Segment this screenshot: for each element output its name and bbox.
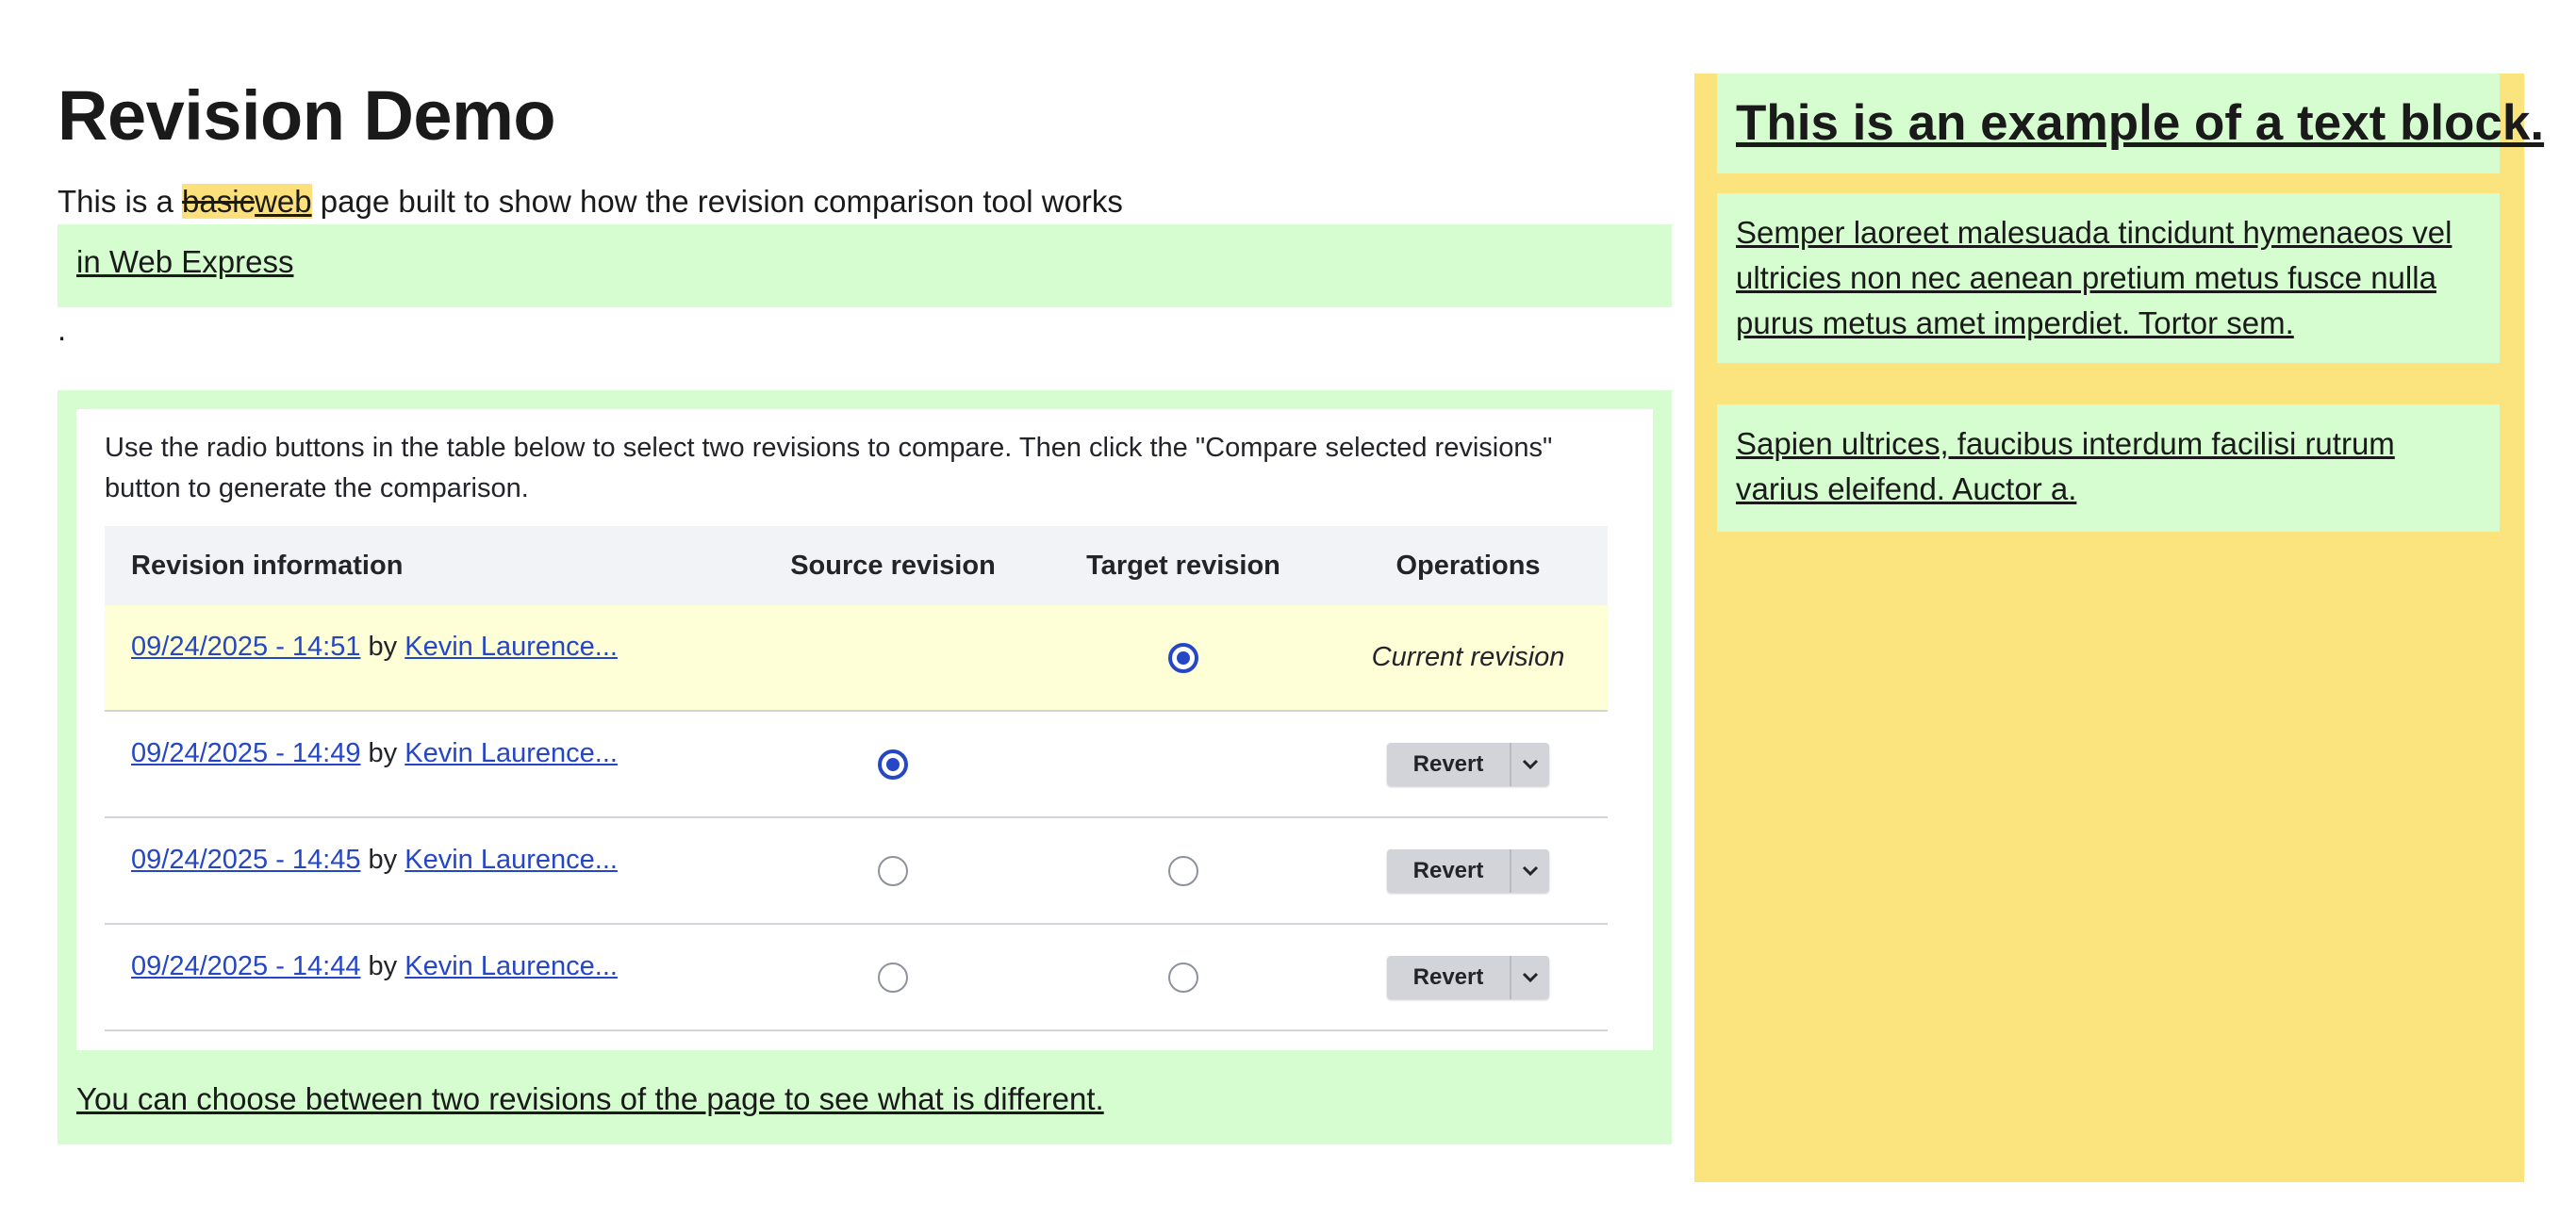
- author-link[interactable]: Kevin Laurence...: [405, 632, 618, 662]
- source-radio[interactable]: [878, 749, 908, 780]
- by-text: by: [360, 845, 405, 875]
- footer-text: You can choose between two revisions of the page to see what is different.: [76, 1081, 1104, 1116]
- revert-dropbutton: [1387, 849, 1549, 893]
- operations-cell: [1329, 818, 1608, 923]
- operations-cell: [1329, 712, 1608, 816]
- by-text: by: [360, 951, 405, 981]
- target-cell: [1038, 925, 1329, 1029]
- revert-dropbutton: [1387, 743, 1549, 786]
- source-cell: [748, 605, 1038, 710]
- intro-before: This is a: [58, 184, 183, 219]
- target-radio[interactable]: [1168, 856, 1198, 886]
- added-revisions-block: [58, 390, 1672, 1144]
- dropbutton-toggle[interactable]: [1510, 956, 1549, 999]
- header-revision-info: Revision information: [131, 550, 404, 581]
- by-text: by: [360, 632, 405, 662]
- author-link[interactable]: Kevin Laurence...: [405, 738, 618, 768]
- table-row: [105, 605, 1608, 712]
- sidebar-text-region: [1694, 74, 2545, 1182]
- header-operations: Operations: [1395, 550, 1541, 581]
- revision-date-link[interactable]: 09/24/2025 - 14:44: [131, 951, 361, 981]
- revisions-table: [105, 526, 1608, 1031]
- author-link[interactable]: Kevin Laurence...: [405, 951, 618, 981]
- revision-info: [105, 818, 748, 879]
- target-cell: [1038, 818, 1329, 923]
- revision-date-link[interactable]: 09/24/2025 - 14:49: [131, 738, 361, 768]
- page-title: Revision Demo: [58, 76, 556, 155]
- current-revision-label: Current revision: [1371, 642, 1565, 672]
- chevron-down-icon: [1521, 864, 1540, 878]
- operations-cell: [1329, 605, 1608, 710]
- chevron-down-icon: [1521, 758, 1540, 771]
- source-radio[interactable]: [878, 963, 908, 993]
- revisions-panel: [76, 409, 1653, 1050]
- period-text: .: [58, 312, 67, 347]
- text-block-paragraph: Semper laoreet malesuada tincidunt hymenaeos vel ultricies non nec aenean pretium metus fusce nulla purus metus amet imperdiet. Tortor sem.: [1717, 193, 2500, 363]
- by-text: by: [360, 738, 405, 768]
- target-cell: [1038, 712, 1329, 816]
- revision-info: [105, 925, 748, 985]
- revert-button[interactable]: Revert: [1387, 743, 1510, 786]
- table-row: [105, 712, 1608, 818]
- instructions-text: Use the radio buttons in the table below to select two revisions to compare. Then click the "Compare selected revisions" button to generate the comparison.: [105, 433, 1553, 503]
- revision-info: [105, 712, 748, 772]
- header-target-revision: Target revision: [1086, 550, 1280, 581]
- intro-after: page built to show how the revision comparison tool works: [311, 184, 1123, 219]
- target-radio[interactable]: [1168, 963, 1198, 993]
- source-radio[interactable]: [878, 856, 908, 886]
- source-cell: [748, 818, 1038, 923]
- revision-date-link[interactable]: 09/24/2025 - 14:45: [131, 845, 361, 875]
- dropbutton-toggle[interactable]: [1510, 743, 1549, 786]
- target-radio[interactable]: [1168, 643, 1198, 673]
- table-row: [105, 925, 1608, 1031]
- revert-dropbutton: [1387, 956, 1549, 999]
- target-cell: [1038, 605, 1329, 710]
- deleted-word: basic: [182, 184, 256, 219]
- author-link[interactable]: Kevin Laurence...: [405, 845, 618, 875]
- operations-cell: [1329, 925, 1608, 1029]
- source-cell: [748, 712, 1038, 816]
- table-header: [105, 526, 1608, 605]
- intro-text: [58, 181, 1123, 222]
- revert-button[interactable]: Revert: [1387, 849, 1510, 893]
- revision-date-link[interactable]: 09/24/2025 - 14:51: [131, 632, 361, 662]
- dropbutton-toggle[interactable]: [1510, 849, 1549, 893]
- text-block-paragraph: Sapien ultrices, faucibus interdum facilisi rutrum varius eleifend. Auctor a.: [1717, 404, 2500, 532]
- text-block-title: This is an example of a text block.: [1717, 74, 2500, 173]
- revert-button[interactable]: Revert: [1387, 956, 1510, 999]
- revision-info: [105, 605, 748, 666]
- chevron-down-icon: [1521, 971, 1540, 984]
- added-text-line: in Web Express: [58, 224, 1672, 307]
- inserted-word: web: [255, 184, 312, 219]
- header-source-revision: Source revision: [790, 550, 996, 581]
- table-row: [105, 818, 1608, 925]
- source-cell: [748, 925, 1038, 1029]
